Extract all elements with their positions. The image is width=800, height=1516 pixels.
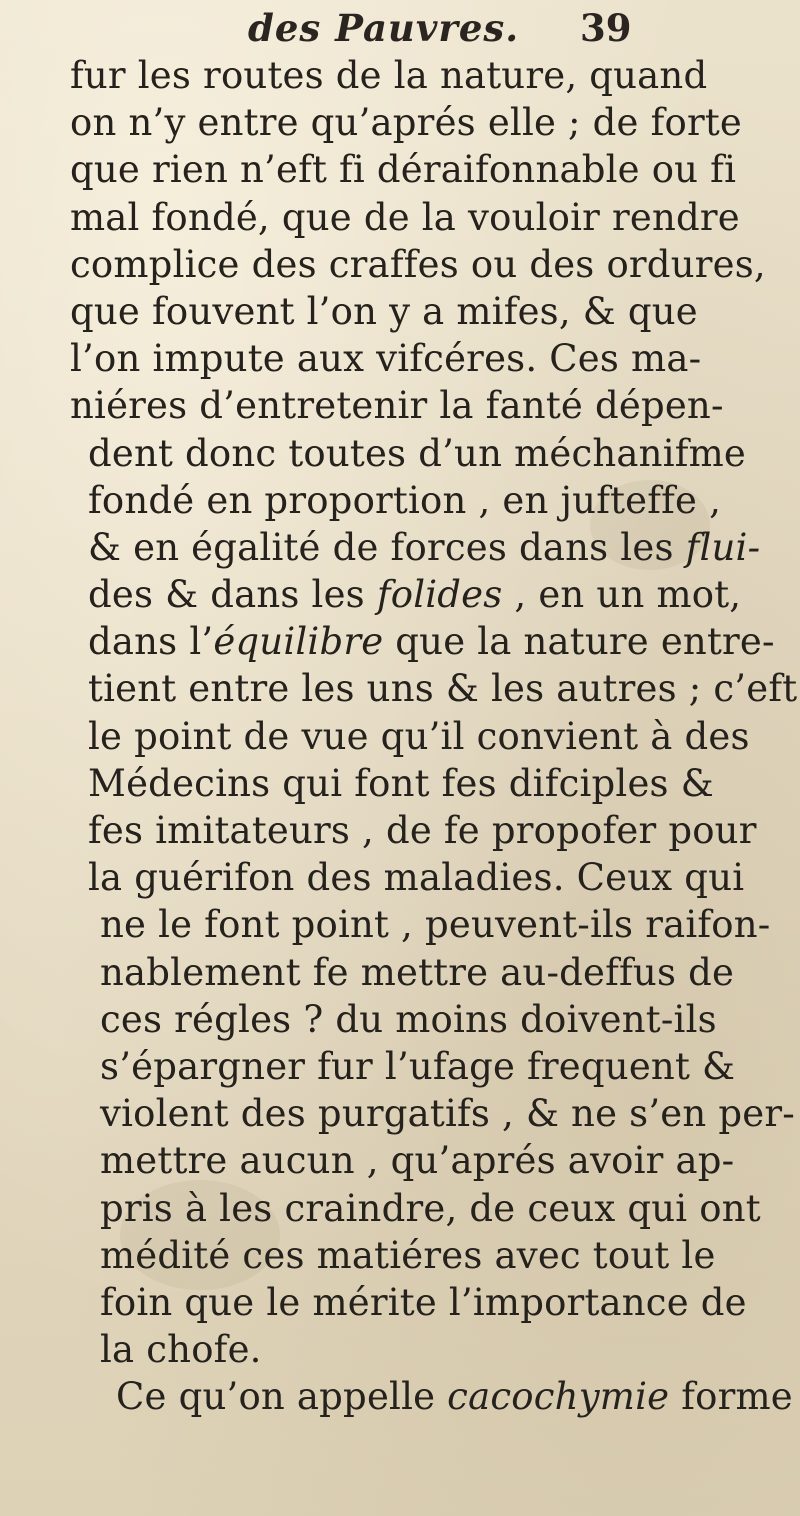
text-line: fur les routes de la nature, quand	[70, 54, 708, 97]
text-fragment: , en un mot,	[502, 573, 742, 617]
text-line: ne le font point , peuvent-ils raifon-	[100, 903, 771, 947]
text-line	[38, 524, 761, 571]
text-line: nablement fe mettre au-deffus de	[100, 950, 735, 994]
text-fragment: Ce qu’on appelle	[116, 1375, 448, 1419]
text-line: fondé en proportion , en jufteffe ,	[88, 478, 722, 522]
text-line: que rien n’eft fi déraifonnable ou fi	[70, 148, 737, 192]
text-line	[38, 1373, 793, 1420]
text-line: la guérifon des maladies. Ceux qui	[88, 856, 745, 900]
text-line	[38, 618, 775, 665]
text-line: dent donc toutes d’un méchanifme	[88, 431, 747, 475]
text-fragment: dans l’	[88, 620, 214, 664]
italic-fragment: équilibre	[213, 620, 384, 664]
text-line: fes imitateurs , de fe propofer pour	[88, 809, 757, 852]
italic-fragment: flui-	[685, 525, 761, 569]
body-text	[38, 52, 798, 1420]
text-line: niéres d’entretenir la fanté dépen-	[70, 384, 724, 428]
text-line: que fouvent l’on y a mifes, & que	[70, 289, 698, 333]
text-line: s’épargner fur l’ufage frequent &	[100, 1044, 736, 1088]
italic-fragment: cacochymie	[447, 1375, 670, 1419]
text-fragment: forme	[669, 1375, 793, 1419]
text-line: pris à les craindre, de ceux qui ont	[100, 1186, 761, 1230]
text-line: Médecins qui font fes difciples &	[88, 761, 714, 805]
text-line	[38, 571, 758, 618]
text-line: mettre aucun , qu’aprés avoir ap-	[100, 1139, 735, 1183]
text-line: ces régles ? du moins doivent-ils	[100, 997, 717, 1041]
text-line: la chofe.	[100, 1328, 262, 1372]
text-fragment: & en égalité de forces dans les	[88, 525, 686, 569]
text-line: tient entre les uns & les autres ; c’eft	[88, 667, 798, 711]
italic-fragment: folides	[376, 573, 503, 617]
text-fragment: des & dans les	[88, 573, 377, 617]
text-line: l’on impute aux vifcéres. Ces ma-	[70, 337, 702, 381]
page-header	[0, 6, 800, 56]
page-number: 39	[580, 6, 632, 50]
text-line: le point de vue qu’il convient à des	[88, 714, 750, 758]
text-line: violent des purgatifs , & ne s’en per-	[100, 1092, 795, 1136]
running-head: des Pauvres.	[248, 6, 520, 50]
text-line: complice des craffes ou des ordures,	[70, 242, 766, 286]
text-line: mal fondé, que de la vouloir rendre	[70, 195, 740, 239]
text-line: on n’y entre qu’aprés elle ; de forte	[70, 101, 743, 145]
text-line: foin que le mérite l’importance de	[100, 1280, 747, 1324]
text-fragment: que la nature entre-	[383, 620, 775, 664]
text-line: médité ces matiéres avec tout le	[100, 1233, 716, 1277]
